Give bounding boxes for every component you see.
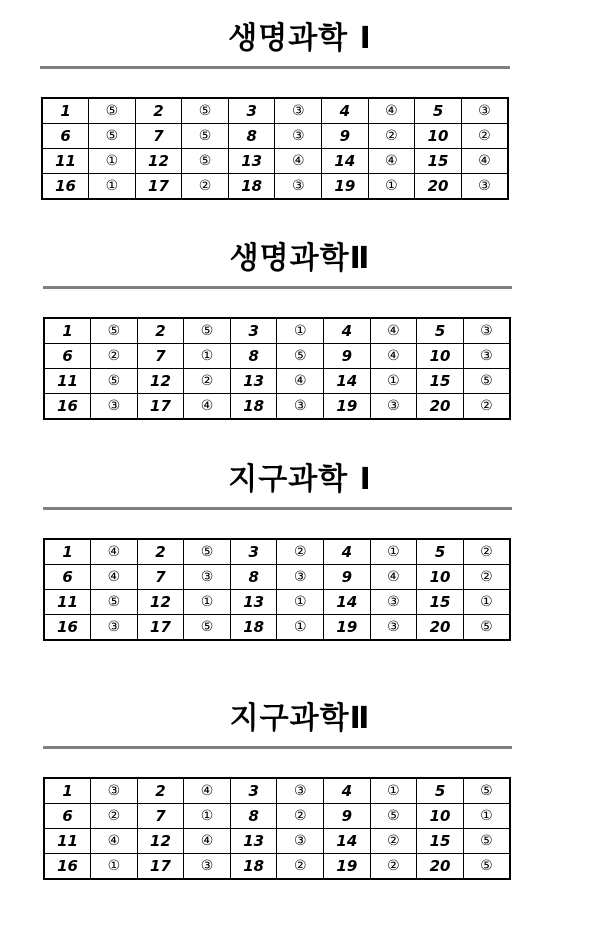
answer-table (43, 538, 511, 641)
answer-choice: ③ (277, 829, 324, 854)
section-title: 생명과학Ⅱ (229, 241, 371, 276)
answer-row (44, 829, 510, 854)
answer-table (43, 777, 511, 880)
question-number: 13 (228, 149, 275, 174)
question-number: 16 (44, 615, 91, 641)
answer-choice: ① (463, 804, 510, 829)
answer-choice: ④ (370, 318, 417, 344)
question-number: 7 (135, 124, 182, 149)
question-number: 12 (135, 149, 182, 174)
question-number: 3 (230, 539, 277, 565)
question-number: 7 (137, 804, 184, 829)
question-number: 12 (137, 369, 184, 394)
answer-choice: ② (91, 804, 138, 829)
answer-choice: ② (463, 565, 510, 590)
answer-choice: ⑤ (463, 369, 510, 394)
answer-choice: ① (277, 318, 324, 344)
answer-choice: ② (91, 344, 138, 369)
question-number: 1 (44, 778, 91, 804)
question-number: 9 (324, 344, 371, 369)
question-number: 13 (230, 590, 277, 615)
answer-row (42, 174, 508, 200)
answer-choice: ② (461, 124, 508, 149)
question-number: 15 (417, 829, 464, 854)
question-number: 17 (137, 394, 184, 420)
answer-choice: ⑤ (91, 590, 138, 615)
answer-choice: ① (277, 615, 324, 641)
answer-choice: ② (277, 539, 324, 565)
question-number: 16 (44, 394, 91, 420)
answer-choice: ① (89, 149, 136, 174)
question-number: 9 (324, 565, 371, 590)
answer-choice: ⑤ (277, 344, 324, 369)
question-number: 19 (324, 615, 371, 641)
answer-row (44, 615, 510, 641)
question-number: 19 (324, 394, 371, 420)
question-number: 4 (324, 539, 371, 565)
question-number: 11 (44, 590, 91, 615)
question-number: 11 (42, 149, 89, 174)
answer-row (42, 149, 508, 174)
answer-choice: ③ (184, 854, 231, 880)
title-divider (43, 286, 512, 289)
title-divider (43, 746, 512, 749)
answer-choice: ① (370, 539, 417, 565)
answer-choice: ⑤ (463, 778, 510, 804)
answer-choice: ① (184, 344, 231, 369)
answer-choice: ⑤ (370, 804, 417, 829)
section-title: 생명과학 Ⅰ (228, 21, 372, 56)
answer-row (42, 98, 508, 124)
answer-choice: ① (370, 778, 417, 804)
answer-choice: ④ (91, 539, 138, 565)
answer-choice: ④ (184, 829, 231, 854)
section-title: 지구과학 Ⅰ (228, 462, 372, 497)
question-number: 6 (44, 565, 91, 590)
question-number: 9 (322, 124, 369, 149)
question-number: 1 (44, 318, 91, 344)
question-number: 10 (417, 344, 464, 369)
question-number: 2 (137, 318, 184, 344)
question-number: 15 (415, 149, 462, 174)
question-number: 16 (42, 174, 89, 200)
answer-choice: ④ (91, 565, 138, 590)
question-number: 18 (230, 615, 277, 641)
answer-choice: ③ (91, 615, 138, 641)
answer-choice: ④ (184, 394, 231, 420)
question-number: 17 (137, 854, 184, 880)
answer-choice: ② (368, 124, 415, 149)
answer-choice: ③ (463, 344, 510, 369)
question-number: 14 (324, 590, 371, 615)
answer-choice: ③ (277, 778, 324, 804)
question-number: 3 (230, 318, 277, 344)
answer-row (42, 124, 508, 149)
answer-choice: ⑤ (89, 124, 136, 149)
answer-row (44, 539, 510, 565)
answer-choice: ③ (461, 98, 508, 124)
question-number: 15 (417, 369, 464, 394)
answer-row (44, 318, 510, 344)
question-number: 6 (44, 344, 91, 369)
question-number: 17 (137, 615, 184, 641)
answer-choice: ① (370, 369, 417, 394)
answer-choice: ② (277, 804, 324, 829)
answer-row (44, 565, 510, 590)
answer-choice: ⑤ (182, 149, 229, 174)
question-number: 19 (324, 854, 371, 880)
answer-choice: ③ (370, 394, 417, 420)
answer-choice: ⑤ (89, 98, 136, 124)
question-number: 17 (135, 174, 182, 200)
question-number: 5 (415, 98, 462, 124)
answer-choice: ② (184, 369, 231, 394)
question-number: 3 (228, 98, 275, 124)
answer-choice: ④ (368, 149, 415, 174)
question-number: 2 (135, 98, 182, 124)
title-divider (43, 507, 512, 510)
answer-choice: ① (184, 590, 231, 615)
answer-choice: ⑤ (182, 124, 229, 149)
answer-row (44, 854, 510, 880)
question-number: 10 (417, 804, 464, 829)
question-number: 4 (322, 98, 369, 124)
answer-choice: ① (184, 804, 231, 829)
question-number: 18 (230, 394, 277, 420)
answer-table (43, 317, 511, 420)
title-divider (40, 66, 510, 69)
answer-choice: ⑤ (184, 615, 231, 641)
answer-choice: ⑤ (182, 98, 229, 124)
answer-choice: ③ (277, 565, 324, 590)
question-number: 11 (44, 369, 91, 394)
answer-choice: ④ (277, 369, 324, 394)
answer-choice: ③ (370, 615, 417, 641)
answer-choice: ④ (184, 778, 231, 804)
question-number: 18 (228, 174, 275, 200)
answer-row (44, 394, 510, 420)
answer-choice: ④ (275, 149, 322, 174)
question-number: 4 (324, 318, 371, 344)
question-number: 1 (42, 98, 89, 124)
answer-choice: ⑤ (463, 829, 510, 854)
question-number: 20 (417, 854, 464, 880)
answer-choice: ⑤ (463, 854, 510, 880)
answer-choice: ⑤ (463, 615, 510, 641)
question-number: 14 (324, 369, 371, 394)
answer-choice: ④ (368, 98, 415, 124)
answer-table (41, 97, 509, 200)
question-number: 15 (417, 590, 464, 615)
question-number: 13 (230, 829, 277, 854)
question-number: 16 (44, 854, 91, 880)
question-number: 20 (415, 174, 462, 200)
question-number: 14 (324, 829, 371, 854)
question-number: 20 (417, 615, 464, 641)
question-number: 7 (137, 344, 184, 369)
question-number: 6 (42, 124, 89, 149)
answer-choice: ⑤ (184, 539, 231, 565)
question-number: 1 (44, 539, 91, 565)
question-number: 5 (417, 778, 464, 804)
answer-choice: ⑤ (91, 369, 138, 394)
question-number: 5 (417, 318, 464, 344)
answer-choice: ③ (275, 98, 322, 124)
answer-choice: ④ (461, 149, 508, 174)
question-number: 8 (228, 124, 275, 149)
question-number: 18 (230, 854, 277, 880)
question-number: 2 (137, 539, 184, 565)
question-number: 20 (417, 394, 464, 420)
question-number: 8 (230, 565, 277, 590)
answer-choice: ④ (370, 565, 417, 590)
answer-row (44, 804, 510, 829)
answer-choice: ② (463, 394, 510, 420)
answer-choice: ② (370, 854, 417, 880)
answer-choice: ④ (91, 829, 138, 854)
answer-choice: ① (89, 174, 136, 200)
question-number: 19 (322, 174, 369, 200)
question-number: 11 (44, 829, 91, 854)
answer-choice: ⑤ (91, 318, 138, 344)
answer-choice: ③ (277, 394, 324, 420)
question-number: 2 (137, 778, 184, 804)
answer-choice: ① (91, 854, 138, 880)
answer-choice: ① (368, 174, 415, 200)
answer-row (44, 344, 510, 369)
question-number: 3 (230, 778, 277, 804)
question-number: 4 (324, 778, 371, 804)
answer-row (44, 369, 510, 394)
answer-choice: ③ (91, 778, 138, 804)
question-number: 7 (137, 565, 184, 590)
question-number: 5 (417, 539, 464, 565)
question-number: 14 (322, 149, 369, 174)
answer-row (44, 590, 510, 615)
answer-choice: ③ (91, 394, 138, 420)
question-number: 13 (230, 369, 277, 394)
answer-choice: ① (277, 590, 324, 615)
answer-choice: ② (370, 829, 417, 854)
section-title: 지구과학Ⅱ (229, 701, 371, 736)
answer-choice: ② (182, 174, 229, 200)
answer-choice: ③ (463, 318, 510, 344)
question-number: 10 (415, 124, 462, 149)
answer-choice: ③ (461, 174, 508, 200)
question-number: 12 (137, 829, 184, 854)
question-number: 10 (417, 565, 464, 590)
answer-choice: ⑤ (184, 318, 231, 344)
question-number: 6 (44, 804, 91, 829)
answer-choice: ③ (275, 174, 322, 200)
answer-choice: ④ (370, 344, 417, 369)
question-number: 9 (324, 804, 371, 829)
answer-row (44, 778, 510, 804)
question-number: 12 (137, 590, 184, 615)
answer-choice: ③ (275, 124, 322, 149)
question-number: 8 (230, 344, 277, 369)
answer-choice: ② (463, 539, 510, 565)
answer-choice: ② (277, 854, 324, 880)
answer-choice: ③ (184, 565, 231, 590)
answer-choice: ① (463, 590, 510, 615)
answer-choice: ③ (370, 590, 417, 615)
question-number: 8 (230, 804, 277, 829)
